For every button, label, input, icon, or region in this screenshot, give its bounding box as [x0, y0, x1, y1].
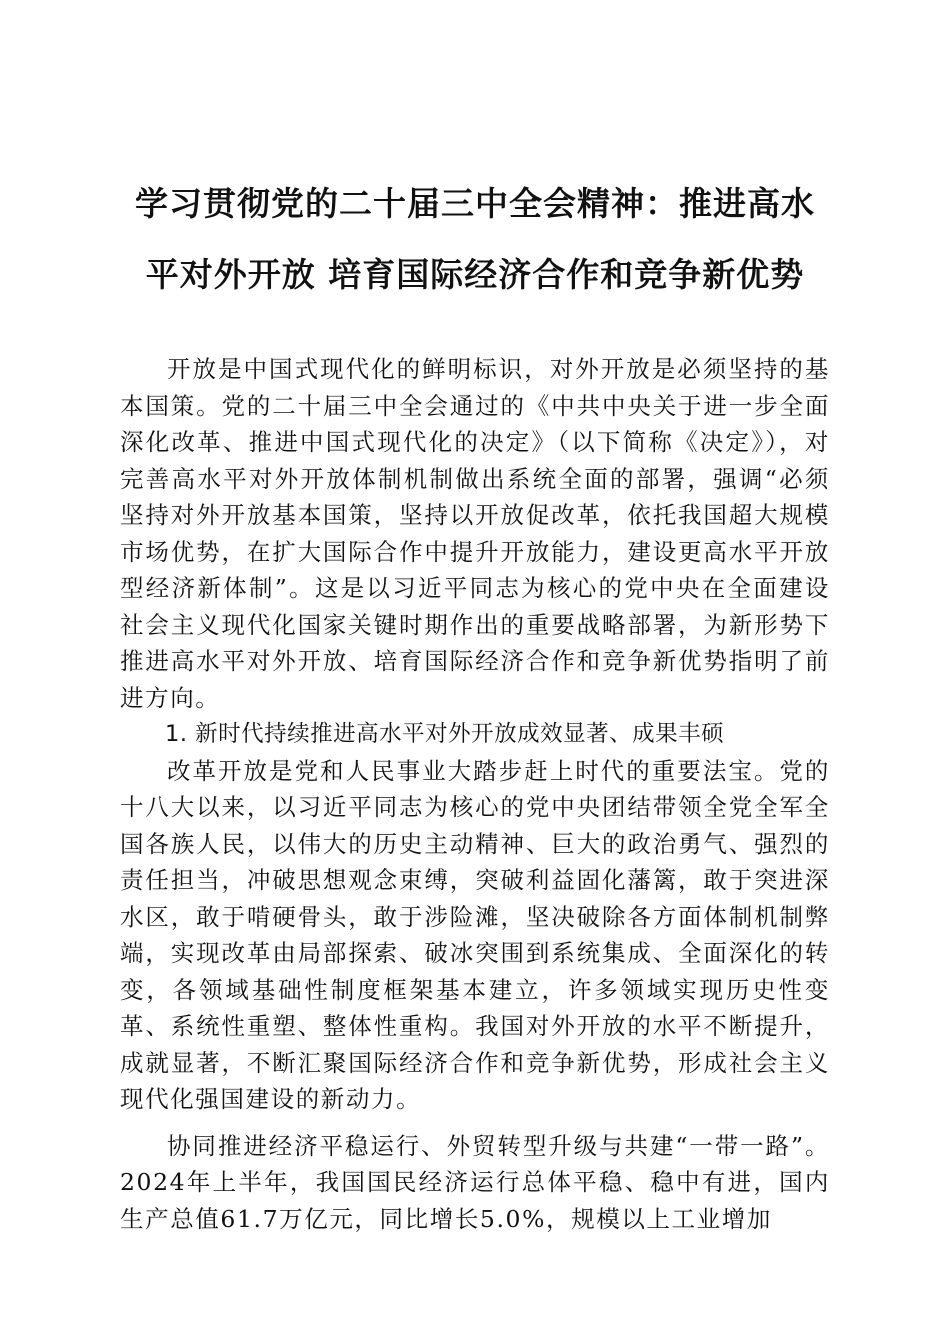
title-line-1: 学习贯彻党的二十届三中全会精神：推进高水 — [135, 184, 815, 223]
section-heading-1: 1. 新时代持续推进高水平对外开放成效显著、成果丰硕 — [165, 721, 725, 747]
intro-paragraph: 开放是中国式现代化的鲜明标识，对外开放是必须坚持的基本国策。党的二十届三中全会通过的《中共中央关于进一步全面深化改革、推进中国式现代化的决定》（以下简称《决定》），对完善高水平对外开放体制机制做出系统全面的部署，强调“必须坚持对外开放基本国策，坚持以开放促改革，依托我国超大规模市场优势，在扩大国际合作中提升开放能力，建设更高水平开放型经济新体制”。这是以习近平同志为核心的党中央在全面建设社会主义现代化国家关键时期作出的重要战略部署，为新形势下推进高水平对外开放、培育国际经济合作和竞争新优势指明了前进方向。 — [120, 355, 830, 712]
document-title — [120, 168, 830, 310]
body-paragraph-1: 改革开放是党和人民事业大踏步赶上时代的重要法宝。党的十八大以来，以习近平同志为核心的党中央团结带领全党全军全国各族人民，以伟大的历史主动精神、巨大的政治勇气、强烈的责任担当，冲破思想观念束缚，突破利益固化藩篱，敢于突进深水区，敢于啃硬骨头，敢于涉险滩，坚决破除各方面体制机制弊端，实现改革由局部探索、破冰突围到系统集成、全面深化的转变，各领域基础性制度框架基本建立，许多领域实现历史性变革、系统性重塑、整体性重构。我国对外开放的水平不断提升，成就显著，不断汇聚国际经济合作和竞争新优势，形成社会主义现代化强国建设的新动力。 — [120, 756, 830, 1113]
document-page — [120, 168, 830, 1237]
body-paragraph-2: 协同推进经济平稳运行、外贸转型升级与共建“一带一路”。2024年上半年，我国国民经济运行总体平稳、稳中有进，国内生产总值61.7万亿元，同比增长5.0%，规模以上工业增加 — [120, 1131, 830, 1233]
title-line-2: 平对外开放 培育国际经济合作和竞争新优势 — [145, 255, 805, 294]
